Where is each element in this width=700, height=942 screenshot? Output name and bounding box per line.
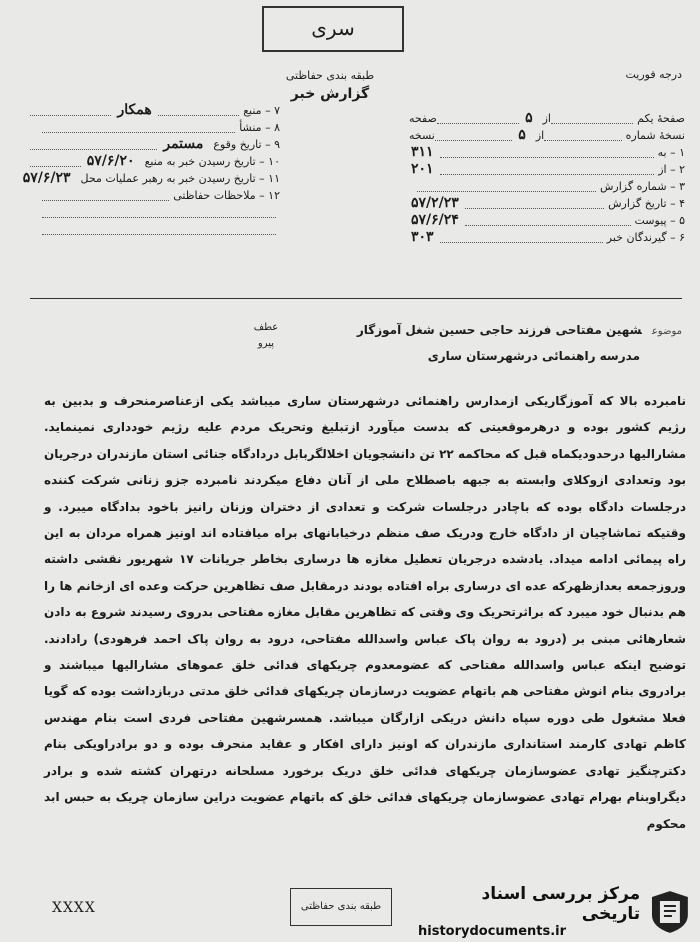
field-label: ۴ – تاریخ گزارش bbox=[608, 197, 685, 210]
field-label: ۲ – از bbox=[658, 163, 685, 176]
field-row bbox=[405, 161, 685, 178]
report-fields-left bbox=[22, 102, 280, 238]
field-label: ۱ – به bbox=[657, 146, 685, 159]
field-label: ۱۰ – تاریخ رسیدن خبر به منبع bbox=[144, 155, 280, 168]
secret-stamp: سری bbox=[262, 6, 404, 52]
field-value: ۵۷/۶/۲۴ bbox=[411, 212, 459, 228]
field-label: ۳ – شماره گزارش bbox=[599, 180, 685, 193]
field-mid: از bbox=[535, 129, 545, 142]
field-label: ۷ – منبع bbox=[243, 104, 280, 117]
field-value: ۵۷/۶/۲۰ bbox=[86, 153, 135, 169]
archive-logo-icon bbox=[646, 887, 694, 935]
header-divider bbox=[30, 298, 682, 299]
field-row bbox=[405, 144, 685, 161]
field-row bbox=[405, 110, 685, 127]
field-value: ۳۱۱ bbox=[411, 144, 434, 160]
field-row bbox=[30, 136, 280, 153]
field-row bbox=[30, 153, 280, 170]
field-value: همکار bbox=[117, 102, 152, 118]
field-row bbox=[30, 221, 280, 238]
field-value: ۵۷/۶/۲۳ bbox=[22, 170, 71, 186]
subject-label: موضوع bbox=[651, 326, 682, 337]
field-value: ۵ bbox=[525, 110, 533, 126]
field-mid: از bbox=[542, 112, 551, 125]
field-value: ۲۰۱ bbox=[411, 161, 434, 177]
document-title: گزارش خبر bbox=[290, 86, 370, 102]
field-label: ۵ – پیوست bbox=[634, 214, 685, 227]
field-value: ۵ bbox=[518, 127, 526, 143]
field-row bbox=[405, 195, 685, 212]
field-label: ۱۱ – تاریخ رسیدن خبر به رهبر عملیات محل bbox=[80, 172, 280, 185]
field-label: ۸ – منشأ bbox=[239, 121, 280, 134]
field-label: ۱۲ – ملاحظات حفاظتی bbox=[173, 189, 280, 202]
watermark-url: historydocuments.ir bbox=[418, 923, 567, 939]
field-label: ۹ – تاریخ وقوع bbox=[213, 138, 280, 151]
field-row bbox=[405, 212, 685, 229]
reference-label: عطف bbox=[253, 322, 279, 333]
field-label: ۶ – گیرندگان خبر bbox=[606, 231, 685, 244]
field-value: ۳۰۳ bbox=[411, 229, 434, 245]
field-end: نسخه bbox=[409, 129, 435, 142]
field-row bbox=[22, 170, 280, 187]
field-row bbox=[405, 229, 685, 246]
field-row bbox=[30, 204, 280, 221]
report-fields-right bbox=[405, 110, 685, 246]
reference-value: پیرو bbox=[257, 338, 275, 349]
field-row bbox=[405, 127, 685, 144]
field-value: ۵۷/۲/۲۳ bbox=[411, 195, 459, 211]
field-row bbox=[30, 119, 280, 136]
footer-classification-box: طبقه بندی حفاظتی bbox=[290, 888, 392, 926]
field-row bbox=[30, 102, 280, 119]
field-label: صفحهٔ یکم bbox=[637, 112, 685, 125]
field-row bbox=[30, 187, 280, 204]
watermark-title: مرکز بررسی اسناد تاریخی bbox=[481, 883, 641, 924]
field-row bbox=[405, 178, 685, 195]
watermark bbox=[418, 884, 694, 938]
subject-block bbox=[252, 318, 682, 368]
report-body-text: نامبرده بالا که آموزگاریکی ازمدارس راهنمائی درشهرستان ساری میباشد یکی ازعناصرمنحرف و بدبین به رژیم کشور بوده و درهرموقعیتی که بدست میآورد ازتبلیغ وتحریک مردم علیه رژیم خودداری نمینماید. مشارالیها درحدودیکماه قبل که محاکمه ۲۲ تن دانشجویان اخلالگربابل دردادگاه جنائی استان مازندران درجریان بود وتعدادی ازوکلای وابسته به جبهه باصطلاح ملی از آنان دفاع میکردند نامبرده جزو زنانی شرکت کننده درجلسات دادگاه بوده که باچادر درجلسات شرکت و تعدادی از دختران وزنان رانیز باخود بدادگاه میبرد. و وقتیکه تماشاچیان از دادگاه خارج ودریک صف منظم درخیابانهای براه میافتاده اند اونیز همراه مردان به این راه پیمائی ادامه میداد. یادشده درجریان تعطیل مغازه ها درساری بخاطر جریانات ۱۷ شهریور نقشی داشته وروزجمعه بعدازظهرکه عده ای درساری براه افتاده بودند درمقابل صف تظاهرین حرکت وعده ای ازخانم ها را هم بدنبال خود میبرد که براثرتحریک وی وقتی که تظاهرین مقابل مغازه مفتاحی بدروی رسیدند شروع به دادن شعارهائی مبنی بر (درود به روان پاک عباس واسدالله مفتاحی، درود به روان پاک احمد فرهودی) رادادند. توضیح اینکه عباس واسدالله مفتاحی که عضومعدوم چریکهای فدائی خلق عموهای مشارالیها میباشند و برادروی بنام انوش مفتاحی هم باتهام عضویت درسازمان چریکهای فدائی خلق مدتی دربازداشت بوده که گویا فعلا مشغول طی دوره سپاه دانش دریکی ازارگان میباشد. همسرشهین مفتاحی فردی است بنام مهندس کاظم تهادی کارمند استانداری مازندران که اونیز دارای افکار و عقاید منحرف بوده و دو برادراویکی بنام دکترچنگیز تهادی عضوسازمان چریکهای فدائی خلق دریک برخورد مسلحانه درتهران کشته شده و برادر دیگراوبنام بهرام تهادی عضوسازمان چریکهای فدائی خلق که باتهام عضویت دراین سازمان چریک به حبس ابد محکوم bbox=[44, 394, 687, 831]
subject-line-1: شهین مفتاحی فرزند حاجی حسین شغل آموزگار bbox=[356, 323, 642, 337]
classification-label: طبقه بندی حفاظتی bbox=[285, 69, 375, 82]
field-value: مستمر bbox=[163, 136, 204, 152]
field-label: نسخهٔ شماره bbox=[625, 129, 685, 142]
reference-block bbox=[246, 320, 286, 352]
footer-marks: XXXX bbox=[52, 900, 96, 916]
urgency-label: درجه فوریت bbox=[625, 68, 682, 81]
field-end: صفحه bbox=[408, 112, 437, 125]
subject-line-2: مدرسه راهنمائی درشهرستان ساری bbox=[427, 349, 640, 363]
